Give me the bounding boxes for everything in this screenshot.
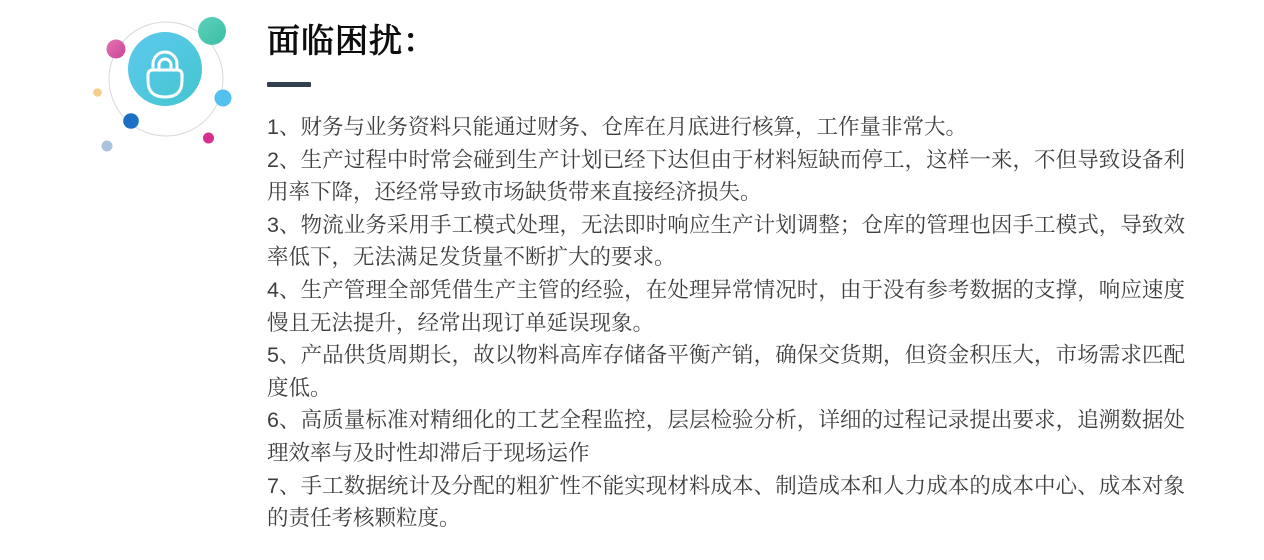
dot-yellow [93, 88, 102, 97]
list-item-5: 5、产品供货周期长，故以物料高库存储备平衡产销，确保交货期，但资金积压大，市场需求匹配度低。 [267, 343, 1185, 400]
dot-magenta [203, 133, 214, 144]
dot-dark-blue [123, 113, 139, 129]
list-item-2: 2、生产过程中时常会碰到生产计划已经下达但由于材料短缺而停工，这样一来，不但导致设备利用率下降，还经常导致市场缺货带来直接经济损失。 [267, 147, 1185, 205]
dot-pink [107, 40, 126, 59]
page-title: 面临困扰： [267, 22, 437, 59]
lock-badge [85, 5, 245, 165]
content-column [267, 20, 1185, 535]
list-item-3: 3、物流业务采用手工模式处理，无法即时响应生产计划调整；仓库的管理也因手工模式，导致效率低下，无法满足发货量不断扩大的要求。 [267, 212, 1185, 270]
list-item-4: 4、生产管理全部凭借生产主管的经验，在处理异常情况时，由于没有参考数据的支撑，响应速度慢且无法提升，经常出现订单延误现象。 [267, 277, 1185, 335]
lock-badge-svg [85, 5, 245, 165]
title-underline [267, 82, 311, 87]
list-item-6: 6、高质量标准对精细化的工艺全程监控，层层检验分析，详细的过程记录提出要求，追溯数据处理效率与及时性却滞后于现场运作 [267, 408, 1185, 465]
list-item-1: 1、财务与业务资料只能通过财务、仓库在月底进行核算，工作量非常大。 [267, 115, 967, 139]
dot-gray-blue [102, 141, 113, 152]
dot-light-blue [215, 90, 232, 107]
problem-list [267, 111, 1185, 535]
list-item-7: 7、手工数据统计及分配的粗犷性不能实现材料成本、制造成本和人力成本的成本中心、成本对象的责任考核颗粒度。 [267, 473, 1185, 531]
dot-teal [198, 17, 226, 45]
